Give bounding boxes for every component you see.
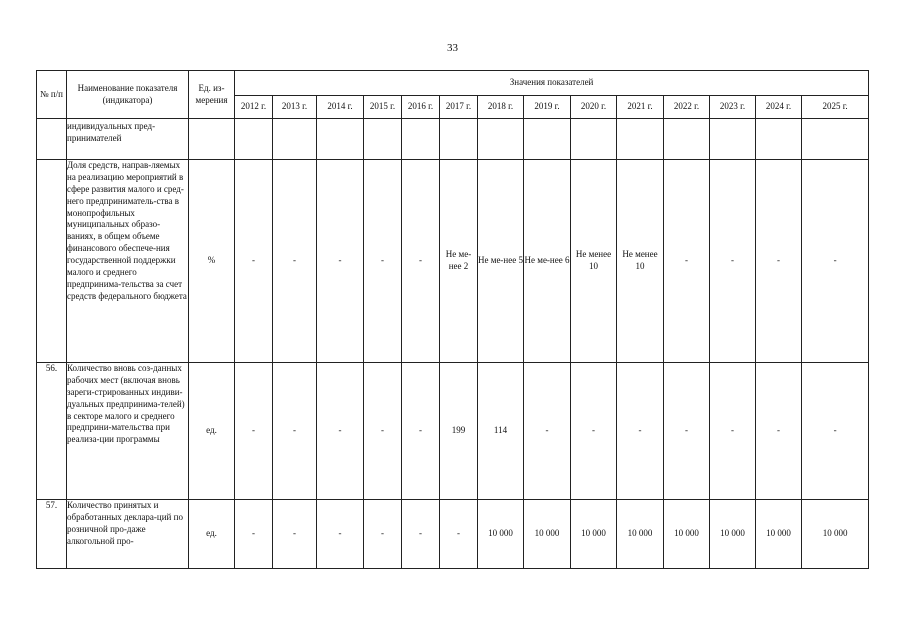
value-cell: -	[524, 363, 571, 500]
value-cell	[756, 119, 802, 160]
header-indicator-name: Наименование показателя (индикатора)	[67, 71, 189, 119]
value-cell: -	[664, 363, 710, 500]
header-year: 2022 г.	[664, 96, 710, 119]
indicator-name: индивидуальных пред-принимателей	[67, 119, 189, 160]
value-cell: 10 000	[571, 500, 617, 569]
value-cell: -	[235, 160, 273, 363]
value-cell: 10 000	[524, 500, 571, 569]
indicator-name: Количество вновь соз-данных рабочих мест (включая вновь зареги-стрированных индиви-дуальных предпринима-телей) в секторе малого и среднего предприни-мательства при реализа-ции программы	[67, 363, 189, 500]
value-cell: -	[273, 160, 317, 363]
value-cell: 10 000	[664, 500, 710, 569]
table-row	[37, 160, 869, 363]
header-year: 2018 г.	[478, 96, 524, 119]
value-cell: -	[402, 160, 440, 363]
value-cell: Не ме-нее 6	[524, 160, 571, 363]
value-cell: Не менее 10	[617, 160, 664, 363]
indicator-unit	[189, 119, 235, 160]
header-unit: Ед. из-мерения	[189, 71, 235, 119]
value-cell	[478, 119, 524, 160]
value-cell: -	[571, 363, 617, 500]
header-year: 2025 г.	[802, 96, 869, 119]
table-row	[37, 119, 869, 160]
value-cell	[364, 119, 402, 160]
row-number: 57.	[37, 500, 67, 569]
header-number: № п/п	[37, 71, 67, 119]
value-cell: 10 000	[756, 500, 802, 569]
value-cell: 10 000	[802, 500, 869, 569]
row-number	[37, 119, 67, 160]
header-year: 2014 г.	[317, 96, 364, 119]
value-cell: -	[710, 160, 756, 363]
header-year: 2021 г.	[617, 96, 664, 119]
value-cell: -	[235, 363, 273, 500]
row-number	[37, 160, 67, 363]
value-cell	[664, 119, 710, 160]
value-cell: -	[235, 500, 273, 569]
indicator-unit: ед.	[189, 363, 235, 500]
row-number: 56.	[37, 363, 67, 500]
value-cell: -	[317, 500, 364, 569]
header-year: 2017 г.	[440, 96, 478, 119]
indicators-table	[36, 70, 869, 569]
header-values: Значения показателей	[235, 71, 869, 96]
header-year: 2015 г.	[364, 96, 402, 119]
header-year: 2013 г.	[273, 96, 317, 119]
value-cell: -	[664, 160, 710, 363]
indicator-unit: %	[189, 160, 235, 363]
value-cell: 10 000	[617, 500, 664, 569]
value-cell: Не ме-нее 5	[478, 160, 524, 363]
header-year: 2016 г.	[402, 96, 440, 119]
value-cell: Не ме-нее 2	[440, 160, 478, 363]
value-cell	[317, 119, 364, 160]
value-cell: -	[802, 160, 869, 363]
value-cell	[273, 119, 317, 160]
page-number: 33	[447, 42, 458, 54]
value-cell: 114	[478, 363, 524, 500]
value-cell: -	[440, 500, 478, 569]
value-cell: 199	[440, 363, 478, 500]
value-cell: 10 000	[478, 500, 524, 569]
value-cell	[710, 119, 756, 160]
value-cell: -	[364, 363, 402, 500]
value-cell: -	[317, 160, 364, 363]
value-cell	[802, 119, 869, 160]
value-cell	[440, 119, 478, 160]
value-cell: -	[756, 160, 802, 363]
header-year: 2024 г.	[756, 96, 802, 119]
header-year: 2012 г.	[235, 96, 273, 119]
value-cell	[617, 119, 664, 160]
value-cell: -	[402, 500, 440, 569]
header-year: 2019 г.	[524, 96, 571, 119]
value-cell	[524, 119, 571, 160]
table-row	[37, 500, 869, 569]
indicator-name: Количество принятых и обработанных деклара-ций по розничной про-даже алкогольной про-	[67, 500, 189, 569]
value-cell	[235, 119, 273, 160]
value-cell: -	[617, 363, 664, 500]
value-cell: -	[364, 500, 402, 569]
value-cell: -	[802, 363, 869, 500]
value-cell	[402, 119, 440, 160]
header-year: 2020 г.	[571, 96, 617, 119]
header-year: 2023 г.	[710, 96, 756, 119]
value-cell: -	[402, 363, 440, 500]
value-cell: -	[317, 363, 364, 500]
value-cell: -	[273, 500, 317, 569]
value-cell: -	[364, 160, 402, 363]
value-cell	[571, 119, 617, 160]
indicator-name: Доля средств, направ-ляемых на реализацию мероприятий в сфере развития малого и сред-него предприниматель-ства в монопрофильных муниципальных образо-ваниях, в общем объеме финансового обеспече-ния государственной поддержки малого и среднего предпринима-тельства за счет средств федерального бюджета	[67, 160, 189, 363]
value-cell: 10 000	[710, 500, 756, 569]
value-cell: -	[710, 363, 756, 500]
value-cell: Не менее 10	[571, 160, 617, 363]
value-cell: -	[273, 363, 317, 500]
indicator-unit: ед.	[189, 500, 235, 569]
value-cell: -	[756, 363, 802, 500]
table-row	[37, 363, 869, 500]
